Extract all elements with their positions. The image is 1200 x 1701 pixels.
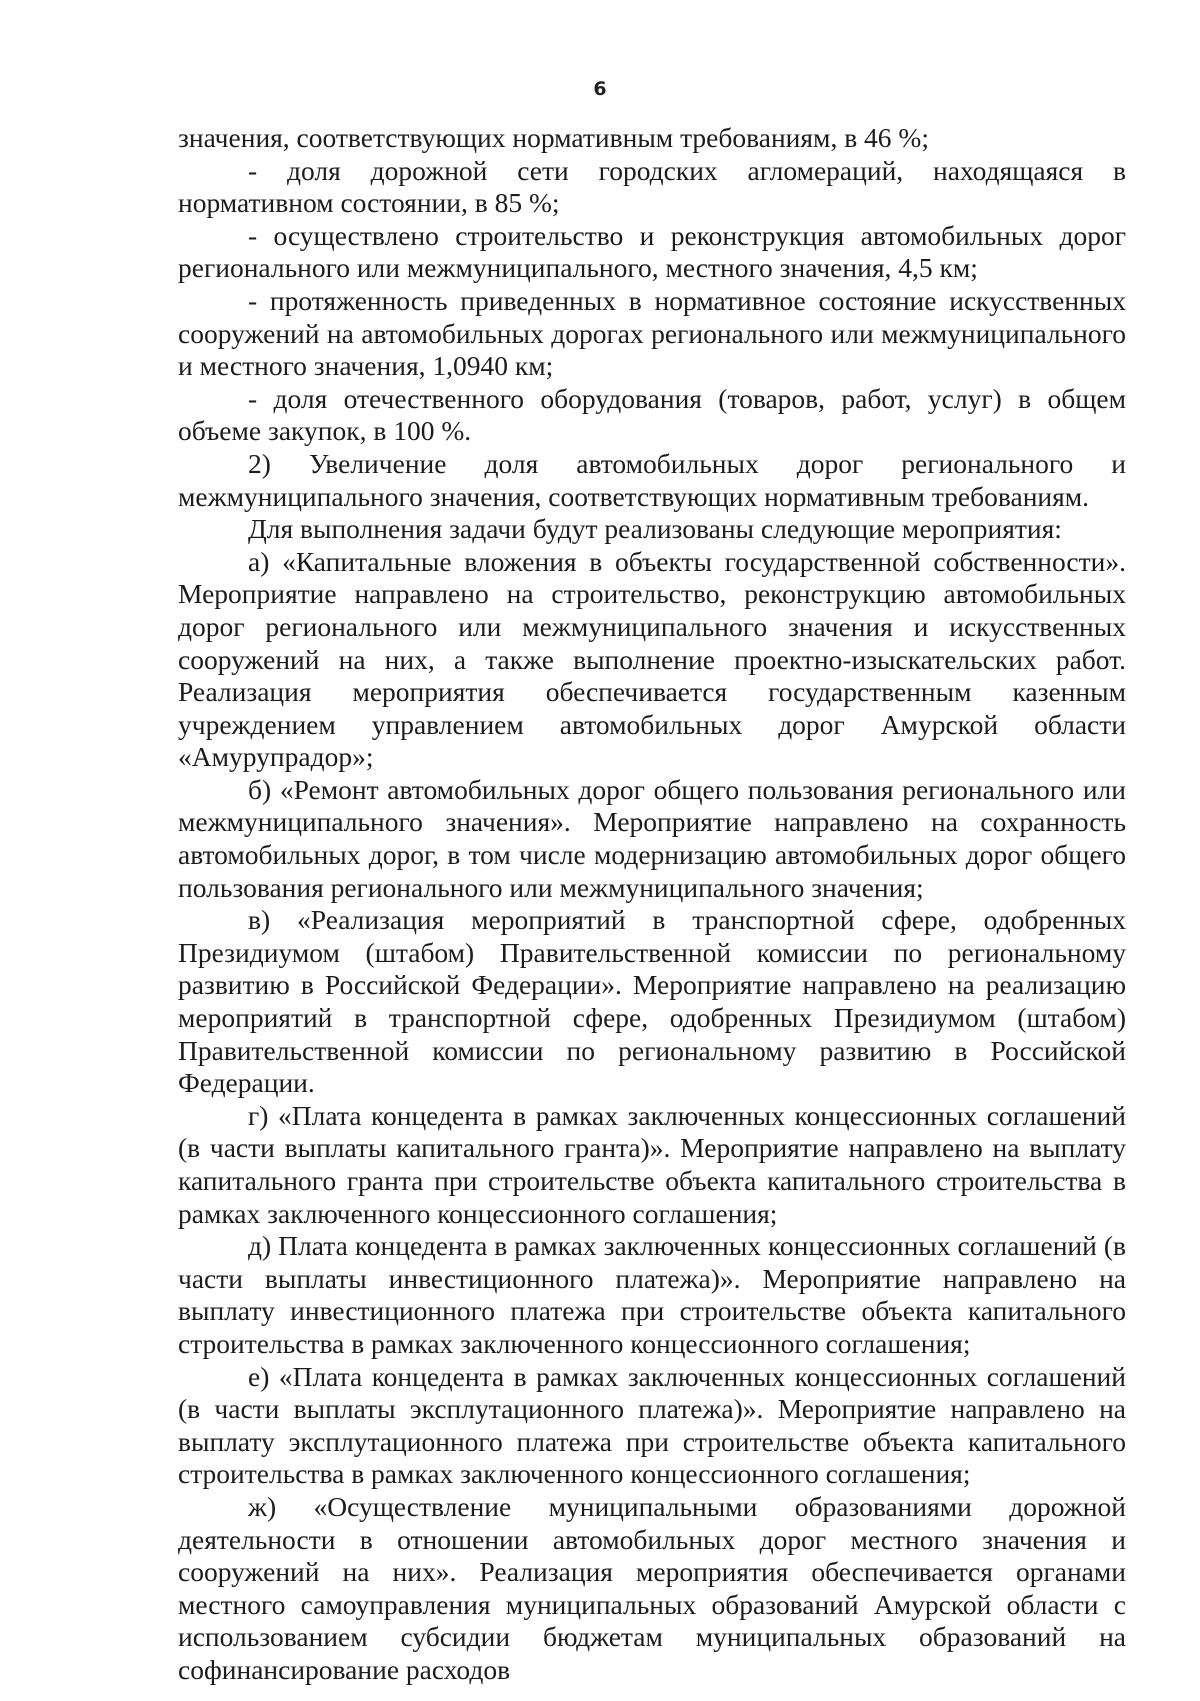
paragraph-measures-intro: Для выполнения задачи будут реализованы следующие мероприятия: [248, 513, 1062, 545]
paragraph-measure-zh: ж) «Осуществление муниципальными образованиями дорожной деятельности в отношении автомобильных дорог местного значения и сооружений на них». Реализация мероприятия обеспечивается органами местного самоуправления муниципальных образований Амурской области с использованием субсидии бюджетам муниципальных образований на софинансирование расходов [178, 1490, 1126, 1685]
paragraph-measure-e: е) «Плата концедента в рамках заключенных концессионных соглашений (в части выплаты эксплутационного платежа)». Мероприятие направлено на выплату эксплутационного платежа при строительстве объекта капитального строительства в рамках заключенного концессионного соглашения; [178, 1360, 1126, 1490]
paragraph-measure-g: г) «Плата концедента в рамках заключенных концессионных соглашений (в части выплаты капитального гранта)». Мероприятие направлено на выплату капитального гранта при строительстве объекта капитального строительства в рамках заключенного концессионного соглашения; [178, 1099, 1126, 1229]
paragraph-task-2: 2) Увеличение доля автомобильных дорог регионального и межмуниципального значения, соответствующих нормативным требованиям. [178, 447, 1126, 512]
page-number: 6 [593, 78, 607, 100]
paragraph-measure-d: д) Плата концедента в рамках заключенных концессионных соглашений (в части выплаты инвестиционного платежа)». Мероприятие направлено на выплату инвестиционного платежа при строительстве объекта капитального строительства в рамках заключенного концессионного соглашения; [178, 1230, 1126, 1359]
paragraph-bullet-structures-length: - протяженность приведенных в нормативное состояние искусственных сооружений на автомобильных дорогах регионального или межмуниципального и местного значения, 1,0940 км; [178, 284, 1126, 382]
paragraph-bullet-domestic-equipment: - доля отечественного оборудования (товаров, работ, услуг) в общем объеме закупок, в 100 %. [178, 382, 1126, 447]
paragraph-measure-v: в) «Реализация мероприятий в транспортной сфере, одобренных Президиумом (штабом) Правительственной комиссии по региональному развитию в Российской Федерации». Мероприятие направлено на реализацию мероприятий в транспортной сфере, одобренных Президиумом (штабом) Правительственной комиссии по региональному развитию в Российской Федерации. [178, 904, 1126, 1099]
paragraph-continuation: значения, соответствующих нормативным требованиям, в 46 %; [178, 122, 929, 153]
paragraph-bullet-construction: - осуществлено строительство и реконструкция автомобильных дорог регионального или межмуниципального, местного значения, 4,5 км; [178, 219, 1126, 284]
paragraph-bullet-agglomeration-share: - доля дорожной сети городских агломераций, находящаяся в нормативном состоянии, в 85 %; [178, 154, 1126, 219]
paragraph-measure-a: а) «Капитальные вложения в объекты государственной собственности». Мероприятие направлено на строительство, реконструкцию автомобильных дорог регионального или межмуниципального значения и искусственных сооружений на них, а также выполнение проектно-изыскательских работ. Реализация мероприятия обеспечивается государственным казенным учреждением управлением автомобильных дорог Амурской области «Амурупрадор»; [178, 545, 1126, 773]
document-body [178, 122, 1126, 1687]
paragraph-measure-b: б) «Ремонт автомобильных дорог общего пользования регионального или межмуниципального значения». Мероприятие направлено на сохранность автомобильных дорог, в том числе модернизацию автомобильных дорог общего пользования регионального или межмуниципального значения; [178, 773, 1126, 903]
